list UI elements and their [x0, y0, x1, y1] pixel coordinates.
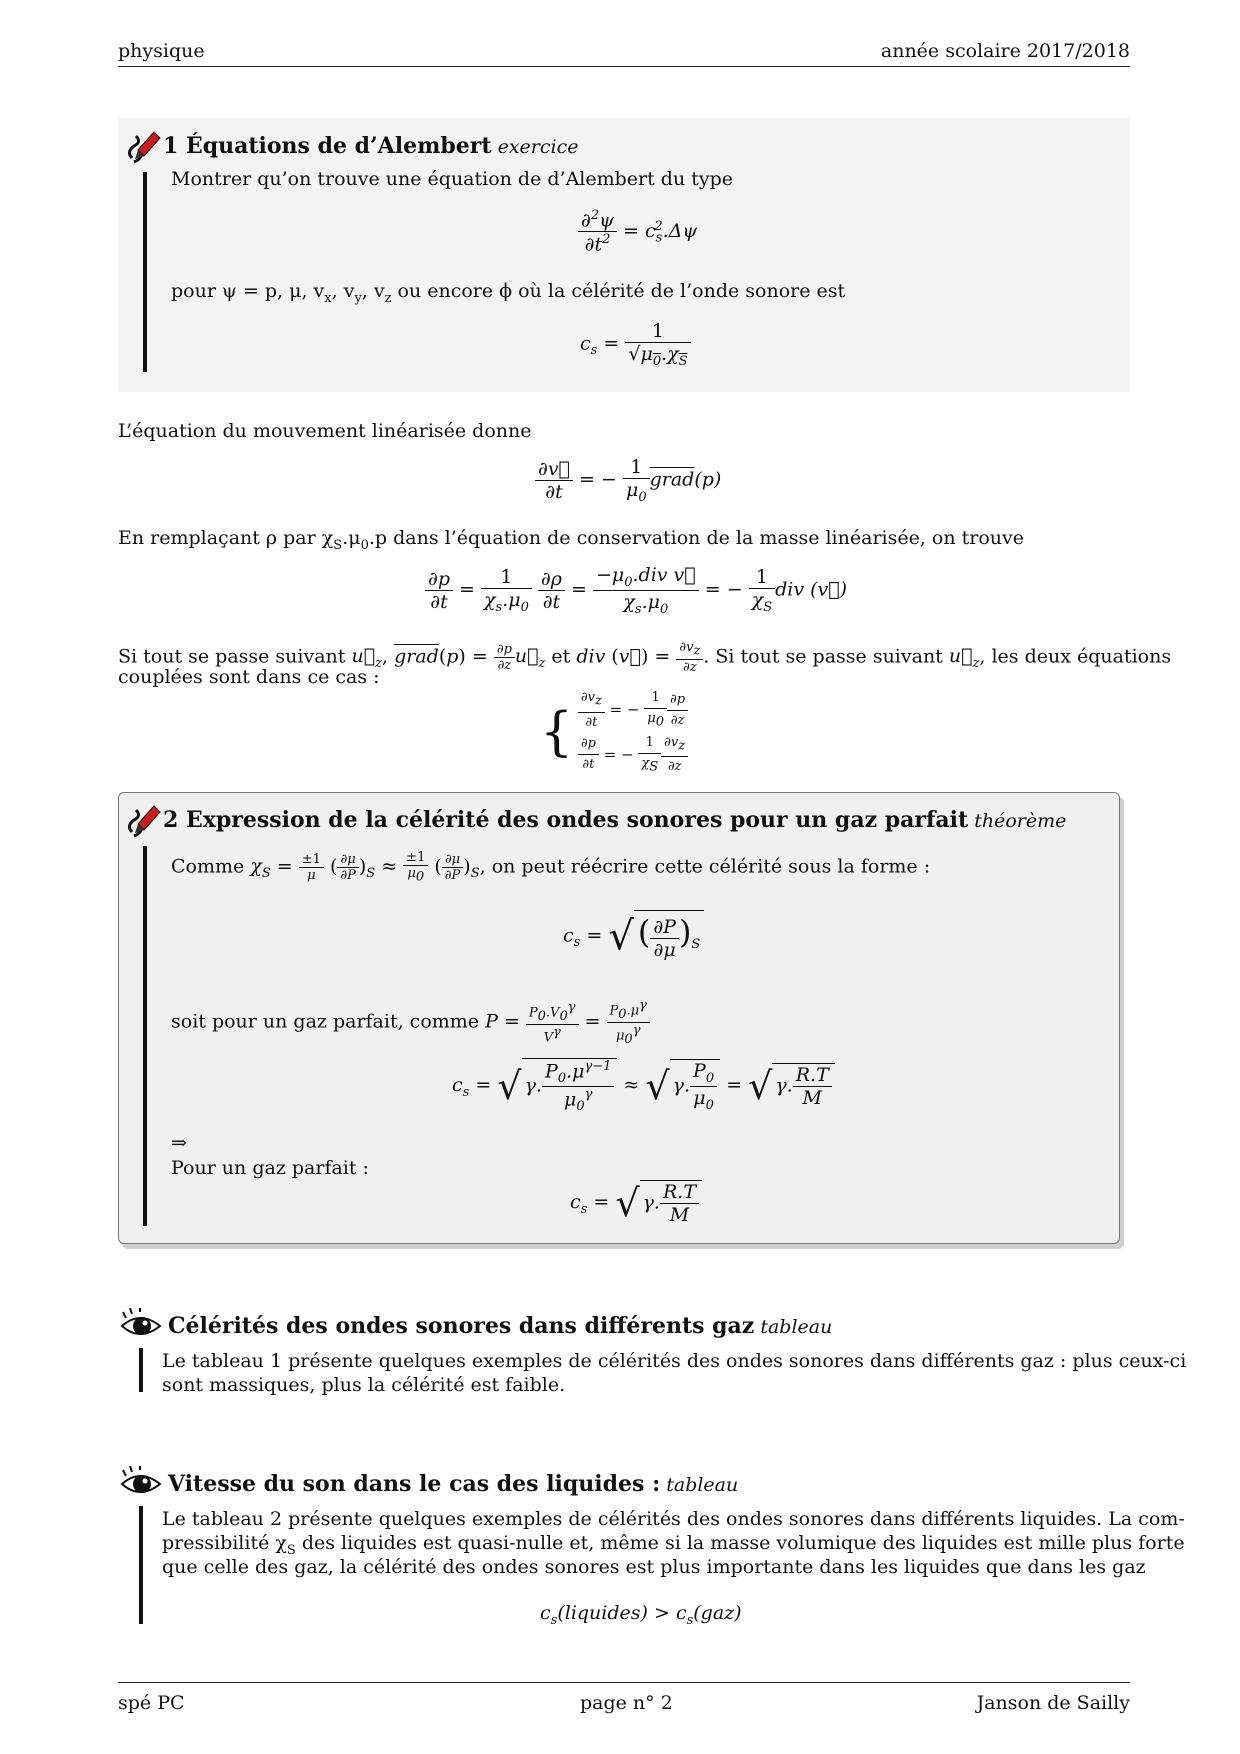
theorem-line-3: Pour un gaz parfait :	[171, 1157, 369, 1179]
eye-icon	[120, 1308, 162, 1344]
section-kind-4: tableau	[666, 1474, 739, 1496]
section-title-2: 2 Expression de la célérité des ondes sonores pour un gaz parfait	[163, 807, 969, 833]
equation-dalembert: $\frac{\partial^2\psi}{\partial t^2}$ = $c_s^2.\Delta\psi$	[578, 208, 697, 256]
body-paragraph-2: En remplaçant ρ par $\chi_S.\mu_0.p$ dans l’équation de conservation de la masse linéarisée, on trouve	[118, 527, 1025, 553]
section-title: 1 Équations de d’Alembert	[163, 133, 492, 159]
footer-right: Janson de Sailly	[976, 1692, 1130, 1714]
section-kind-2: théorème	[974, 810, 1067, 832]
section-title-4: Vitesse du son dans le cas des liquides :	[168, 1471, 661, 1497]
section-text-4b: pressibilité $\chi_S$ des liquides est quasi-nulle et, même si la masse volumique des liquides est mille plus forte	[162, 1532, 1185, 1558]
equation-cs-final: $c_s$ = √ γ. $\frac{R.T}{M}$	[570, 1180, 702, 1226]
theorem-line-1: Comme $\chi_S$ = $\frac{\pm 1}{\mu}$ ( $\frac{\partial\mu}{\partial P}$ )$_S$ ≈ $\frac{\pm 1}{\mu_0}$ ( $\frac{\partial\mu}{\partial P}$ )$_S$, on peut réécrire cette célérité sous la forme :	[171, 850, 931, 885]
footer-rule	[118, 1682, 1130, 1683]
equation-celerity: $c_s$ = $\frac{1}{√\mu_0.\chi_S}$	[580, 320, 691, 369]
equation-liquids: $c_s(liquides) > c_s(gaz)$	[540, 1602, 742, 1628]
section-text-4c: que celle des gaz, la célérité des ondes sonores est plus importante dans les liquides que dans les gaz	[162, 1556, 1146, 1578]
section-text: Montrer qu’on trouve une équation de d’Alembert du type	[171, 168, 734, 190]
section-text-3a: Le tableau 1 présente quelques exemples de célérités des ondes sonores dans différents gaz : plus ceux-ci	[162, 1350, 1187, 1372]
section-kind: exercice	[497, 136, 579, 158]
section-bar	[143, 172, 147, 372]
header-right: année scolaire 2017/2018	[880, 40, 1130, 62]
equation-motion: $\frac{\partial v⃗}{\partial t}$ = − $\frac{1}{\mu_0}$ grad(p)	[535, 456, 721, 505]
section-bar-3	[139, 1348, 143, 1392]
eye-icon	[120, 1466, 162, 1502]
footer-center: page n° 2	[580, 1692, 673, 1714]
body-paragraph-3: Si tout se passe suivant $u⃗_z$, grad(p) = $\frac{\partial p}{\partial z}$ $u⃗_z$ et div (v⃗) = $\frac{\partial v_z}{\partial z}$ . Si tout se passe suivant $u⃗_z$, les deux équations	[118, 640, 1172, 675]
equation-cs-general: $c_s$ = √ ( $\frac{\partial P}{\partial\mu}$ )$_S$	[563, 910, 704, 963]
equation-cs-perfect-gas: $c_s$ = √ γ. $\frac{P_0.\mu^{\gamma-1}}{\mu_0^\gamma}$ ≈ √ γ. $\frac{P_0}{\mu_0}$ = √ γ. $\frac{R.T}{M}$	[452, 1058, 835, 1114]
section-bar-2	[143, 846, 147, 1226]
section-text-2: pour ψ = p, μ, $v_x$, $v_y$, $v_z$ ou encore ϕ où la célérité de l’onde sonore est	[171, 280, 846, 306]
pencil-icon	[124, 128, 162, 168]
header-rule	[118, 66, 1130, 67]
equation-system: { $\frac{\partial v_z}{\partial t}$ = − $\frac{1}{\mu_0}$ $\frac{\partial p}{\partial z}$ $\frac{\partial p}{\partial t}$ = − $\frac{1}{\chi_S}$ $\frac{\partial v_z}{\partial z}$	[540, 688, 688, 777]
equation-mass: $\frac{\partial p}{\partial t}$ = $\frac{1}{\chi_s.\mu_0}$ $\frac{\partial\rho}{\partial t}$ = $\frac{-\mu_0.div v⃗}{\chi_s.\mu_0}$ = − $\frac{1}{\chi_S}$ div (v⃗)	[425, 564, 847, 617]
implies-arrow: ⇒	[171, 1132, 187, 1154]
body-paragraph: L’équation du mouvement linéarisée donne	[118, 420, 532, 442]
header-left: physique	[118, 40, 205, 62]
theorem-line-2: soit pour un gaz parfait, comme P = $\frac{P_0.V_0^\gamma}{V^\gamma}$ = $\frac{P_0.\mu^\gamma}{\mu_0^\gamma}$	[171, 998, 650, 1047]
section-title-3: Célérités des ondes sonores dans différents gaz	[168, 1313, 755, 1339]
section-bar-4	[139, 1506, 143, 1624]
section-text-3b: sont massiques, plus la célérité est faible.	[162, 1374, 566, 1396]
body-paragraph-4: couplées sont dans ce cas :	[118, 666, 380, 688]
section-text-4a: Le tableau 2 présente quelques exemples de célérités des ondes sonores dans différents liquides. La com-	[162, 1508, 1185, 1530]
pencil-icon	[124, 802, 162, 842]
section-kind-3: tableau	[760, 1316, 833, 1338]
footer-left: spé PC	[118, 1692, 185, 1714]
